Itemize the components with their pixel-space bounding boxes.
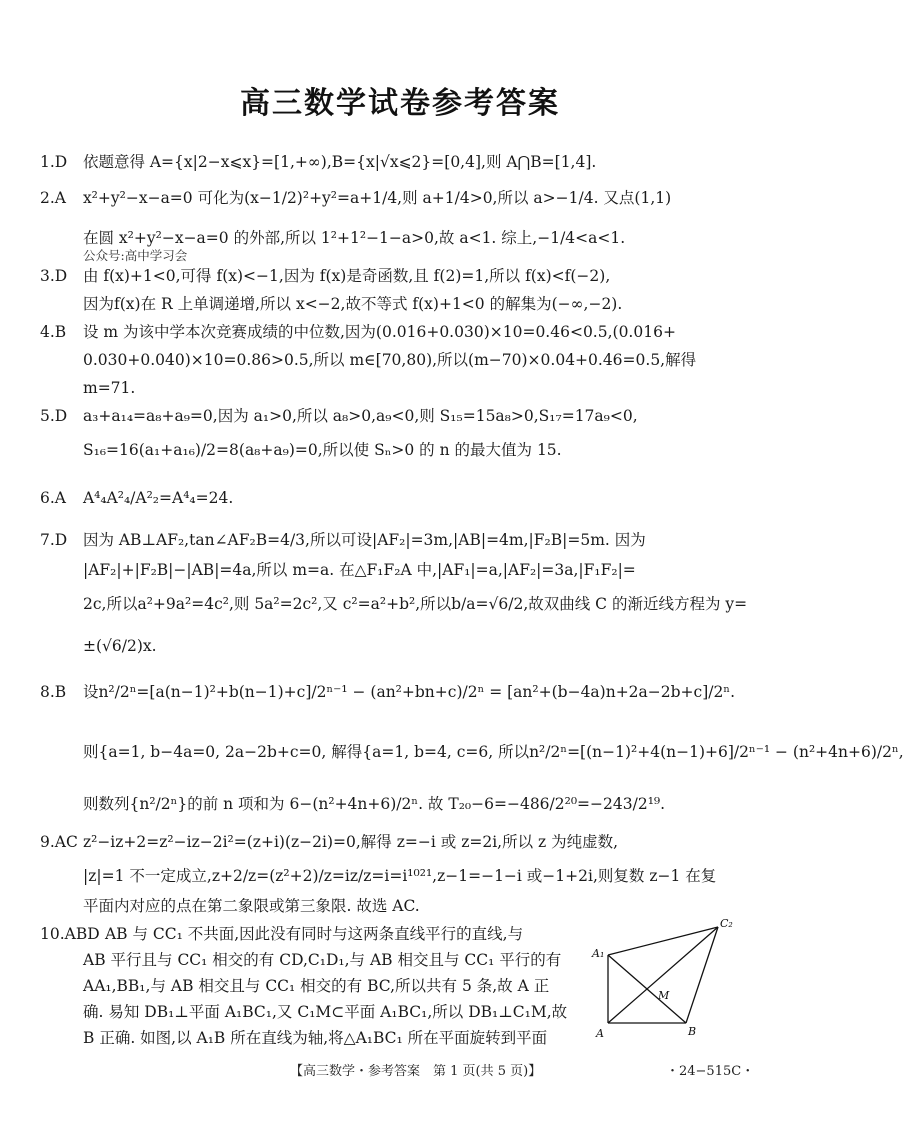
answer-10-cont3: 确. 易知 DB₁⊥平面 A₁BC₁,又 C₁M⊂平面 A₁BC₁,所以 DB₁⊥C₁M,故 xyxy=(83,1003,568,1021)
page-footer: 【高三数学・参考答案 第 1 页(共 5 页)】 xyxy=(290,1064,542,1079)
answer-number: 6.A xyxy=(40,489,66,507)
answer-9-cont2: 平面内对应的点在第二象限或第三象限. 故选 AC. xyxy=(83,897,420,915)
answer-text: 依题意得 A={x|2−x⩽x}=[1,+∞),B={x|√x⩽2}=[0,4],则 A⋂B=[1,4]. xyxy=(82,153,597,171)
label-a: A xyxy=(596,1027,604,1040)
answer-8-cont: 则{a=1, b−4a=0, 2a−2b+c=0, 解得{a=1, b=4, c=6, 所以n²/2ⁿ=[(n−1)²+4(n−1)+6]/2ⁿ⁻¹ − (n²+4n+6)/2ⁿ, xyxy=(83,743,904,761)
answer-text: AB 与 CC₁ 不共面,因此没有同时与这两条直线平行的直线,与 xyxy=(104,925,524,943)
page-title: 高三数学试卷参考答案 xyxy=(240,86,560,121)
answer-text: z²−iz+2=z²−iz−2i²=(z+i)(z−2i)=0,解得 z=−i 或 z=2i,所以 z 为纯虚数, xyxy=(82,833,619,851)
answer-number: 2.A xyxy=(40,189,66,207)
answer-number: 9.AC xyxy=(40,833,78,851)
answer-5 xyxy=(40,404,753,428)
label-c2: C₂ xyxy=(720,917,733,930)
watermark-text: 公众号:高中学习会 xyxy=(83,248,188,263)
answer-text: 因为 AB⊥AF₂,tan∠AF₂B=4/3,所以可设|AF₂|=3m,|AB|=4m,|F₂B|=5m. 因为 xyxy=(82,531,646,549)
answer-4-cont: 0.030+0.040)×10=0.86>0.5,所以 m∈[70,80),所以(m−70)×0.04+0.46=0.5,解得 xyxy=(83,351,697,369)
answer-10 xyxy=(40,922,560,946)
answer-2 xyxy=(40,186,753,210)
paper-code: ・24−515C・ xyxy=(666,1064,755,1079)
answer-number: 10.ABD xyxy=(40,925,100,943)
answer-text: 设n²/2ⁿ=[a(n−1)²+b(n−1)+c]/2ⁿ⁻¹ − (an²+bn+c)/2ⁿ = [an²+(b−4a)n+2a−2b+c]/2ⁿ. xyxy=(82,683,735,701)
answer-9 xyxy=(40,830,753,854)
answer-6 xyxy=(40,486,753,510)
answer-7 xyxy=(40,528,753,552)
answer-7-cont2: 2c,所以a²+9a²=4c²,则 5a²=2c²,又 c²=a²+b²,所以b/a=√6/2,故双曲线 C 的渐近线方程为 y= xyxy=(83,595,748,613)
answer-text: A⁴₄A²₄/A²₂=A⁴₄=24. xyxy=(82,489,234,507)
answer-text: x²+y²−x−a=0 可化为(x−1/2)²+y²=a+1/4,则 a+1/4>0,所以 a>−1/4. 又点(1,1) xyxy=(82,189,672,207)
answer-2-cont: 在圆 x²+y²−x−a=0 的外部,所以 1²+1²−1−a>0,故 a<1. 综上,−1/4<a<1. xyxy=(83,229,626,247)
answer-3 xyxy=(40,264,753,288)
answer-10-cont4: B 正确. 如图,以 A₁B 所在直线为轴,将△A₁BC₁ 所在平面旋转到平面 xyxy=(83,1029,548,1047)
answer-8 xyxy=(40,680,753,704)
answer-4-cont2: m=71. xyxy=(83,379,136,397)
answer-text: 由 f(x)+1<0,可得 f(x)<−1,因为 f(x)是奇函数,且 f(2)=1,所以 f(x)<f(−2), xyxy=(82,267,611,285)
answer-9-cont: |z|=1 不一定成立,z+2/z=(z²+2)/z=iz/z=i=i¹⁰²¹,z−1=−1−i 或−1+2i,则复数 z−1 在复 xyxy=(83,867,717,885)
geometry-figure xyxy=(590,915,740,1040)
answer-text: a₃+a₁₄=a₈+a₉=0,因为 a₁>0,所以 a₈>0,a₉<0,则 S₁₅=15a₈>0,S₁₇=17a₉<0, xyxy=(82,407,638,425)
answer-4 xyxy=(40,320,753,344)
answer-7-cont: |AF₂|+|F₂B|−|AB|=4a,所以 m=a. 在△F₁F₂A 中,|AF₁|=a,|AF₂|=3a,|F₁F₂|= xyxy=(83,561,636,579)
answer-7-cont3: ±(√6/2)x. xyxy=(83,637,157,655)
answer-number: 5.D xyxy=(40,407,68,425)
answer-3-cont: 因为f(x)在 R 上单调递增,所以 x<−2,故不等式 f(x)+1<0 的解集为(−∞,−2). xyxy=(83,295,623,313)
answer-1 xyxy=(40,150,753,174)
answer-10-cont: AB 平行且与 CC₁ 相交的有 CD,C₁D₁,与 AB 相交且与 CC₁ 平行的有 xyxy=(83,951,562,969)
label-m: M xyxy=(658,989,670,1002)
answer-number: 3.D xyxy=(40,267,68,285)
label-b: B xyxy=(688,1025,697,1038)
answer-number: 1.D xyxy=(40,153,68,171)
answer-number: 4.B xyxy=(40,323,67,341)
answer-5-cont: S₁₆=16(a₁+a₁₆)/2=8(a₈+a₉)=0,所以使 Sₙ>0 的 n 的最大值为 15. xyxy=(83,441,562,459)
answer-number: 7.D xyxy=(40,531,68,549)
answer-number: 8.B xyxy=(40,683,67,701)
answer-10-cont2: AA₁,BB₁,与 AB 相交且与 CC₁ 相交的有 BC,所以共有 5 条,故 A 正 xyxy=(83,977,550,995)
answer-8-cont2: 则数列{n²/2ⁿ}的前 n 项和为 6−(n²+4n+6)/2ⁿ. 故 T₂₀−6=−486/2²⁰=−243/2¹⁹. xyxy=(83,795,666,813)
label-a1: A₁ xyxy=(592,947,605,960)
answer-text: 设 m 为该中学本次竞赛成绩的中位数,因为(0.016+0.030)×10=0.46<0.5,(0.016+ xyxy=(82,323,676,341)
